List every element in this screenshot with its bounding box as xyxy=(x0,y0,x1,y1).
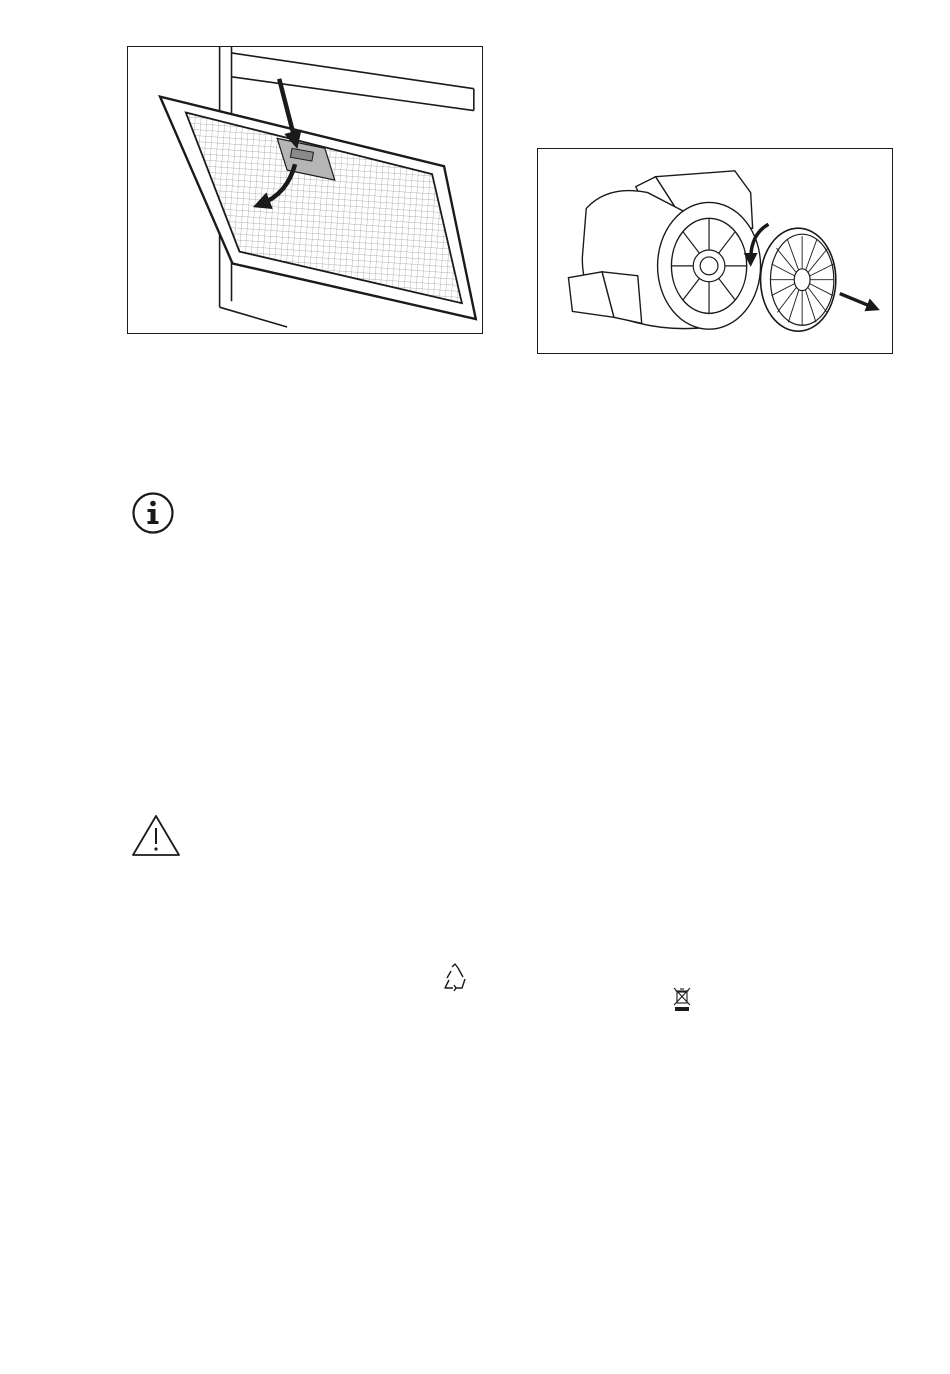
recycle-icon xyxy=(440,962,470,992)
info-icon xyxy=(131,491,175,535)
motor-housing xyxy=(568,171,760,329)
fan-filter-drawing xyxy=(538,149,892,353)
crossed-out-bin-icon xyxy=(671,986,693,1012)
carbon-filter xyxy=(761,228,836,331)
warning-triangle-icon xyxy=(131,813,181,857)
filter-removal-drawing xyxy=(128,47,482,333)
fan-filter-removal-illustration xyxy=(537,148,893,354)
pull-out-arrow xyxy=(840,294,874,308)
filter-removal-illustration xyxy=(127,46,483,334)
